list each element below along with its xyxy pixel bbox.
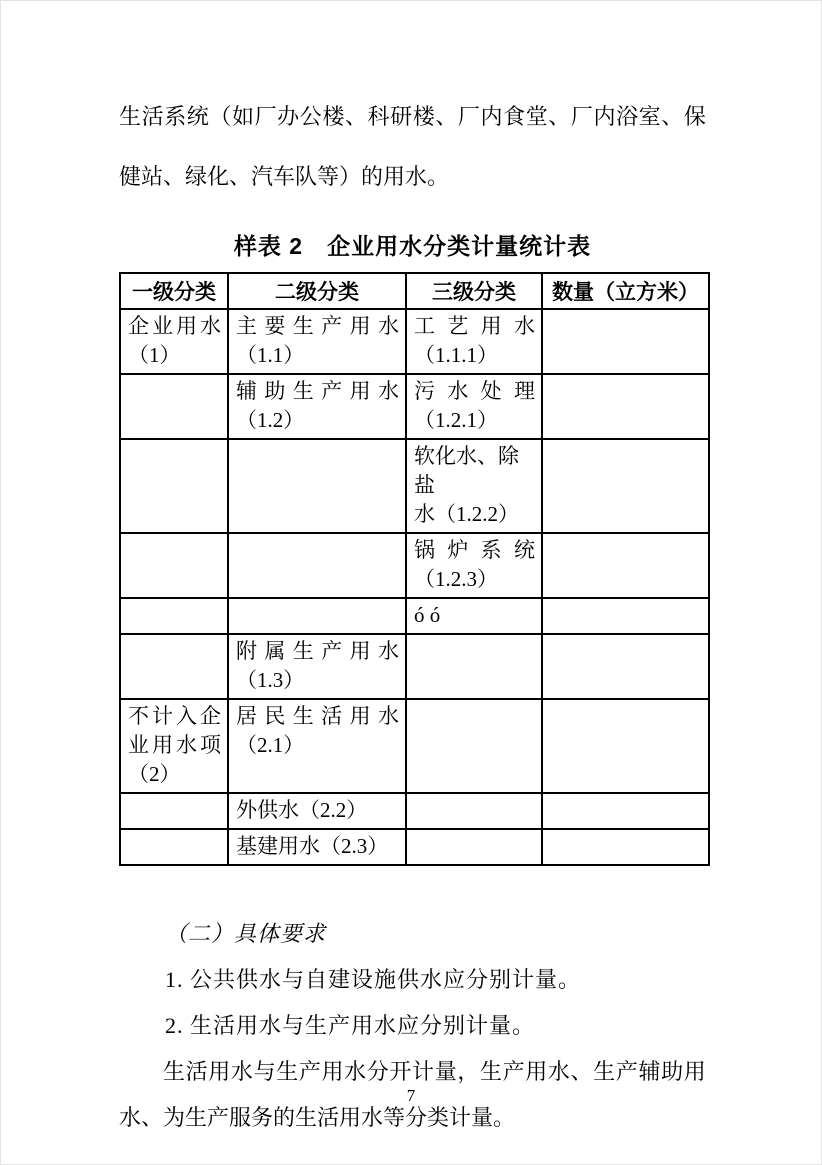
cell-line: 外供水（2.2）	[236, 798, 368, 822]
table-row	[120, 793, 709, 829]
table-row	[120, 533, 709, 598]
table-cell	[406, 634, 542, 699]
requirements-heading: （二）具体要求	[165, 921, 327, 946]
intro-line-2: 健站、绿化、汽车队等）的用水。	[119, 164, 450, 189]
cell-line: 辅 助 生 产 用 水	[236, 379, 399, 403]
requirement-item-2: 2. 生活用水与生产用水应分别计量。	[165, 1013, 536, 1038]
table-cell	[228, 533, 406, 598]
table-row	[120, 634, 709, 699]
table-cell	[406, 309, 542, 374]
table-body	[120, 309, 709, 865]
table-cell	[120, 374, 228, 439]
cell-line: ó ó	[414, 603, 441, 627]
table-row	[120, 598, 709, 634]
cell-line: （1.2.3）	[414, 567, 498, 591]
table-cell	[406, 598, 542, 634]
table-cell	[406, 439, 542, 533]
table-title: 样表 2 企业用水分类计量统计表	[233, 233, 592, 259]
table-row	[120, 309, 709, 374]
table-row	[120, 699, 709, 793]
cell-line: （1.3）	[236, 668, 305, 692]
cell-line: （1.2）	[236, 408, 305, 432]
table-cell	[120, 439, 228, 533]
cell-line: 基建用水（2.3）	[236, 834, 389, 858]
header-cell: 数量（立方米）	[542, 273, 709, 309]
table-cell	[228, 374, 406, 439]
table-cell	[406, 533, 542, 598]
table-cell	[120, 533, 228, 598]
table-cell	[542, 699, 709, 793]
table-cell	[228, 829, 406, 865]
cell-line: （1.1.1）	[414, 343, 498, 367]
cell-line: 附 属 生 产 用 水	[236, 639, 399, 663]
closing-line-1: 生 活 用 水 与 生 产 用 水 分 开 计 量 ， 生 产 用 水 、 生 产 辅 助 用	[163, 1059, 706, 1084]
table-cell	[406, 699, 542, 793]
cell-line: 污 水 处 理	[414, 379, 535, 403]
table-cell	[228, 793, 406, 829]
table-cell	[228, 439, 406, 533]
table-cell	[542, 533, 709, 598]
cell-line: 锅 炉 系 统	[414, 538, 535, 562]
table-cell	[542, 634, 709, 699]
table-row	[120, 374, 709, 439]
water-classification-table	[119, 272, 710, 866]
table-cell	[406, 829, 542, 865]
cell-line: （2.1）	[236, 733, 305, 757]
table-cell	[542, 598, 709, 634]
cell-line: 企 业 用 水	[128, 314, 221, 338]
table-cell	[120, 598, 228, 634]
closing-line-2: 水、为生产服务的生活用水等分类计量。	[119, 1105, 516, 1130]
table-header	[120, 273, 709, 309]
header-cell: 一级分类	[120, 273, 228, 309]
cell-line: （1.2.1）	[414, 408, 498, 432]
table-cell	[542, 309, 709, 374]
table-cell	[406, 793, 542, 829]
table-cell	[542, 793, 709, 829]
cell-line: 业 用 水 项	[128, 733, 221, 757]
cell-line: 居 民 生 活 用 水	[236, 704, 399, 728]
page-number: 7	[406, 1086, 416, 1105]
page-content	[1, 1, 821, 1141]
cell-line: 主 要 生 产 用 水	[236, 314, 399, 338]
header-cell: 三级分类	[406, 273, 542, 309]
cell-line: 水（1.2.2）	[414, 502, 519, 526]
intro-line-1: 生 活 系 统 （ 如 厂 办 公 楼 、 科 研 楼 、 厂 内 食 堂 、 厂 内 浴 室 、 保	[119, 104, 706, 129]
intro-paragraph	[119, 87, 706, 207]
table-cell	[406, 374, 542, 439]
requirement-item-1: 1. 公共供水与自建设施供水应分别计量。	[165, 967, 582, 992]
table-header-row	[120, 273, 709, 309]
header-cell: 二级分类	[228, 273, 406, 309]
table-row	[120, 439, 709, 533]
cell-line: 不 计 入 企	[128, 704, 221, 728]
cell-line: 工 艺 用 水	[414, 314, 535, 338]
cell-line: 软化水、除盐	[414, 444, 519, 497]
table-cell	[120, 699, 228, 793]
table-cell	[120, 793, 228, 829]
table-cell	[228, 309, 406, 374]
table-cell	[120, 829, 228, 865]
cell-line: （2）	[128, 762, 181, 786]
table-cell	[542, 829, 709, 865]
table-cell	[228, 598, 406, 634]
table-cell	[120, 634, 228, 699]
cell-line: （1）	[128, 343, 181, 367]
table-cell	[228, 634, 406, 699]
table-cell	[120, 309, 228, 374]
cell-line: （1.1）	[236, 343, 305, 367]
table-cell	[542, 374, 709, 439]
table-cell	[228, 699, 406, 793]
table-row	[120, 829, 709, 865]
table-cell	[542, 439, 709, 533]
